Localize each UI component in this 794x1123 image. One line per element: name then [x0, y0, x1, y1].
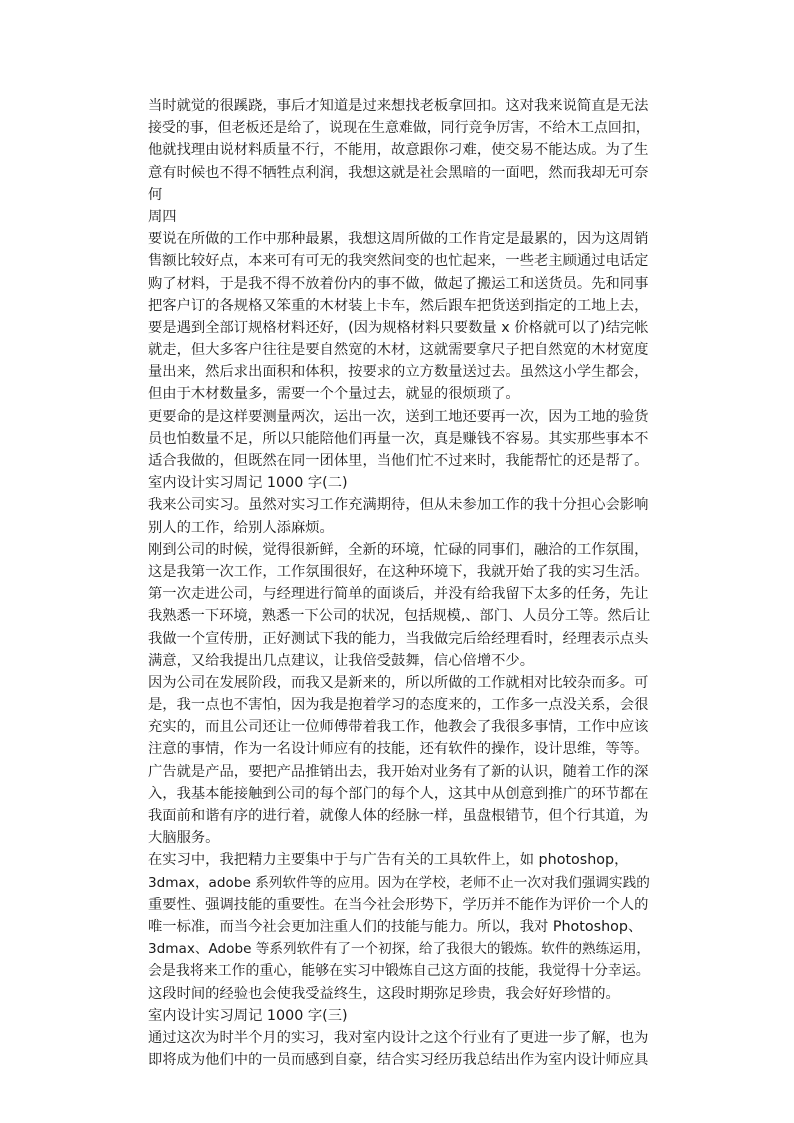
- text-line: 购了材料，于是我不得不放着份内的事不做，做起了搬运工和送货员。先和同事: [148, 275, 649, 292]
- text-line: 我熟悉一下环境，熟悉一下公司的状况，包括规模,、部门、人员分工等。然后让: [148, 608, 650, 625]
- text-line: 意有时候也不得不牺牲点利润，我想这就是社会黑暗的一面吧，然而我却无可奈: [148, 164, 649, 181]
- text-line: 别人的工作，给别人添麻烦。: [148, 519, 334, 536]
- text-line: 但由于木材数量多，需要一个个量过去，就显的很烦琐了。: [148, 386, 520, 403]
- text-line: 唯一标准，而当今社会更加注重人们的技能与能力。所以，我对 Photoshop、: [148, 918, 643, 935]
- text-line: 因为公司在发展阶段，而我又是新来的，所以所做的工作就相对比较杂而多。可: [148, 674, 649, 691]
- text-line: 在实习中，我把精力主要集中于与广告有关的工具软件上，如 photoshop，: [148, 852, 629, 869]
- text-line: 这段时间的经验也会使我受益终生，这段时期弥足珍贵，我会好好珍惜的。: [148, 985, 620, 1002]
- text-line: 通过这次为时半个月的实习，我对室内设计之这个行业有了更进一步了解，也为: [148, 1029, 649, 1046]
- text-line: 售额比较好点，本来可有可无的我突然间变的也忙起来，一些老主顾通过电话定: [148, 253, 649, 270]
- section-heading-part-2: 室内设计实习周记 1000 字(二): [148, 475, 348, 492]
- text-line: 第一次走进公司，与经理进行简单的面谈后，并没有给我留下太多的任务，先让: [148, 586, 649, 603]
- text-line: 重要性、强调技能的重要性。在当今社会形势下，学历并不能作为评价一个人的: [148, 896, 649, 913]
- text-line: 要说在所做的工作中那种最累，我想这周所做的工作肯定是最累的，因为这周销: [148, 231, 649, 248]
- section-heading-part-3: 室内设计实习周记 1000 字(三): [148, 1007, 348, 1024]
- text-line: 他就找理由说材料质量不行，不能用，故意跟你刁难，使交易不能达成。为了生: [148, 142, 649, 159]
- text-line: 即将成为他们中的一员而感到自豪，结合实习经历我总结出作为室内设计师应具: [148, 1052, 649, 1069]
- text-line: 入，我基本能接触到公司的每个部门的每个人，这其中从创意到推广的环节都在: [148, 785, 649, 802]
- text-line: 更要命的是这样要测量两次，运出一次，送到工地还要再一次，因为工地的验货: [148, 408, 649, 425]
- text-line: 3dmax，adobe 系列软件等的应用。因为在学校，老师不止一次对我们强调实践的: [148, 874, 650, 891]
- text-line: 我做一个宣传册，正好测试下我的能力，当我做完后给经理看时，经理表示点头: [148, 630, 649, 647]
- section-heading-thursday: 周四: [148, 208, 177, 225]
- text-line: 3dmax、Adobe 等系列软件有了一个初探，给了我很大的锻炼。软件的熟练运用，: [148, 941, 650, 958]
- document-body: [148, 95, 650, 1071]
- text-line: 会是我将来工作的重心，能够在实习中锻炼自己这方面的技能，我觉得十分幸运。: [148, 963, 650, 980]
- text-line: 充实的，而且公司还让一位师傅带着我工作，他教会了我很多事情，工作中应该: [148, 719, 649, 736]
- text-line: 员也怕数量不足，所以只能陪他们再量一次，真是赚钱不容易。其实那些事本不: [148, 430, 649, 447]
- text-line: 适合我做的，但既然在同一团体里，当他们忙不过来时，我能帮忙的还是帮了。: [148, 453, 649, 469]
- text-line: 就走，但大多客户往往是要自然宽的木材，这就需要拿尺子把自然宽的木材宽度: [148, 342, 649, 359]
- text-line: 要是遇到全部订规格材料还好，(因为规格材料只要数量 x 价格就可以了)结完帐: [148, 319, 649, 336]
- text-line: 我来公司实习。虽然对实习工作充满期待，但从未参加工作的我十分担心会影响: [148, 497, 649, 514]
- text-line: 满意，又给我提出几点建议，让我倍受鼓舞，信心倍增不少。: [148, 652, 535, 669]
- text-line: 注意的事情，作为一名设计师应有的技能，还有软件的操作，设计思维，等等。: [148, 741, 649, 758]
- text-line: 量出来，然后求出面积和体积，按要求的立方数量送过去。虽然这小学生都会，: [148, 364, 649, 381]
- text-line: 这是我第一次工作，工作氛围很好，在这种环境下，我就开始了我的实习生活。: [148, 563, 649, 580]
- text-line: 刚到公司的时候，觉得很新鲜，全新的环境，忙碌的同事们，融洽的工作氛围，: [148, 541, 649, 558]
- text-line: 把客户订的各规格又笨重的木材装上卡车，然后跟车把货送到指定的工地上去，: [148, 297, 649, 314]
- text-line: 何: [148, 186, 163, 203]
- text-line: 我面前和谐有序的进行着，就像人体的经脉一样，虽盘根错节，但个行其道，为: [148, 808, 649, 824]
- text-line: 广告就是产品，要把产品推销出去，我开始对业务有了新的认识，随着工作的深: [148, 763, 649, 780]
- text-line: 是，我一点也不害怕，因为我是抱着学习的态度来的，工作多一点没关系，会很: [148, 697, 649, 714]
- text-line: 当时就觉的很蹊跷，事后才知道是过来想找老板拿回扣。这对我来说简直是无法: [148, 98, 649, 114]
- text-line: 大脑服务。: [148, 830, 220, 847]
- text-line: 接受的事，但老板还是给了，说现在生意难做，同行竞争厉害，不给木工点回扣，: [148, 120, 650, 137]
